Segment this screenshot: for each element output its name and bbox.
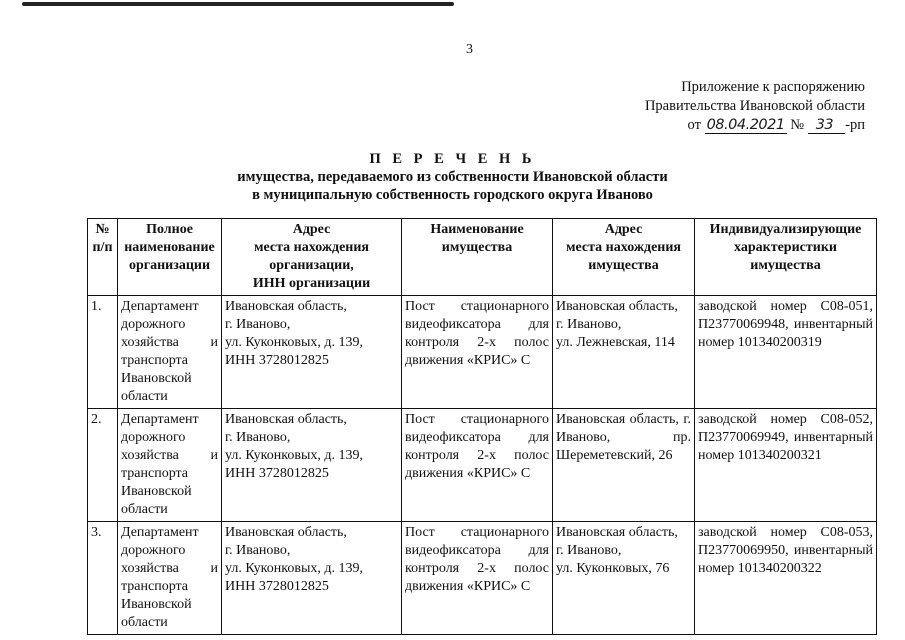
row-organization: Департамент дорожного хозяйства и транспорта Ивановской области <box>118 409 222 522</box>
document-title: П Е Р Е Ч Е Н Ь <box>369 151 536 167</box>
top-scan-rule <box>22 2 454 6</box>
appendix-line-2: Правительства Ивановской области <box>644 98 865 114</box>
appendix-block <box>645 78 865 135</box>
row-property-address: Ивановская область, г. Иваново, пр. Шереметевский, 26 <box>553 409 695 522</box>
header-organization: Полное наименование организации <box>118 219 222 296</box>
appendix-line-1: Приложение к распоряжению <box>681 79 865 95</box>
header-organization-address: Адрес места нахождения организации, ИНН организации <box>222 219 402 296</box>
document-subtitle-2: в муниципальную собственность городского округа Иваново <box>252 187 653 203</box>
row-organization: Департамент дорожного хозяйства и транспорта Ивановской области <box>118 296 222 409</box>
table-row <box>88 522 877 635</box>
document-heading <box>0 150 905 204</box>
row-characteristics: заводской номер С08-052, П23770069949, инвентарный номер 101340200321 <box>695 409 877 522</box>
appendix-date-prefix: от <box>687 117 701 133</box>
row-organization-address: Ивановская область, г. Иваново, ул. Куконковых, д. 139, ИНН 3728012825 <box>222 522 402 635</box>
row-property-address: Ивановская область, г. Иваново, ул. Куконковых, 76 <box>553 522 695 635</box>
header-property-address: Адрес места нахождения имущества <box>553 219 695 296</box>
table-row <box>88 296 877 409</box>
row-characteristics: заводской номер С08-051, П23770069948, инвентарный номер 101340200319 <box>695 296 877 409</box>
handwritten-number: 33 <box>808 117 845 134</box>
header-characteristics: Индивидуализирующие характеристики имущества <box>695 219 877 296</box>
page-number: 3 <box>466 42 473 57</box>
appendix-number-label: № <box>790 117 805 133</box>
appendix-line-3 <box>645 116 865 135</box>
row-property-name: Пост стационарного видеофиксатора для контроля 2-х полос движения «КРИС» С <box>402 522 553 635</box>
handwritten-date: 08.04.2021 <box>706 117 785 133</box>
row-number: 1. <box>88 296 118 409</box>
row-organization: Департамент дорожного хозяйства и транспорта Ивановской области <box>118 522 222 635</box>
row-property-name: Пост стационарного видеофиксатора для контроля 2-х полос движения «КРИС» С <box>402 409 553 522</box>
row-organization-address: Ивановская область, г. Иваново, ул. Куконковых, д. 139, ИНН 3728012825 <box>222 409 402 522</box>
table-header-row <box>88 219 877 296</box>
row-characteristics: заводской номер С08-053, П23770069950, инвентарный номер 101340200322 <box>695 522 877 635</box>
row-number: 2. <box>88 409 118 522</box>
row-property-address: Ивановская область, г. Иваново, ул. Лежневская, 114 <box>553 296 695 409</box>
table-row <box>88 409 877 522</box>
document-subtitle-1: имущества, передаваемого из собственности Ивановской области <box>237 169 668 185</box>
property-table <box>87 218 877 635</box>
row-number: 3. <box>88 522 118 635</box>
appendix-number-suffix: -рп <box>845 117 865 133</box>
header-number: № п/п <box>88 219 118 296</box>
row-organization-address: Ивановская область, г. Иваново, ул. Куконковых, д. 139, ИНН 3728012825 <box>222 296 402 409</box>
header-property-name: Наименование имущества <box>402 219 553 296</box>
row-property-name: Пост стационарного видеофиксатора для контроля 2-х полос движения «КРИС» С <box>402 296 553 409</box>
